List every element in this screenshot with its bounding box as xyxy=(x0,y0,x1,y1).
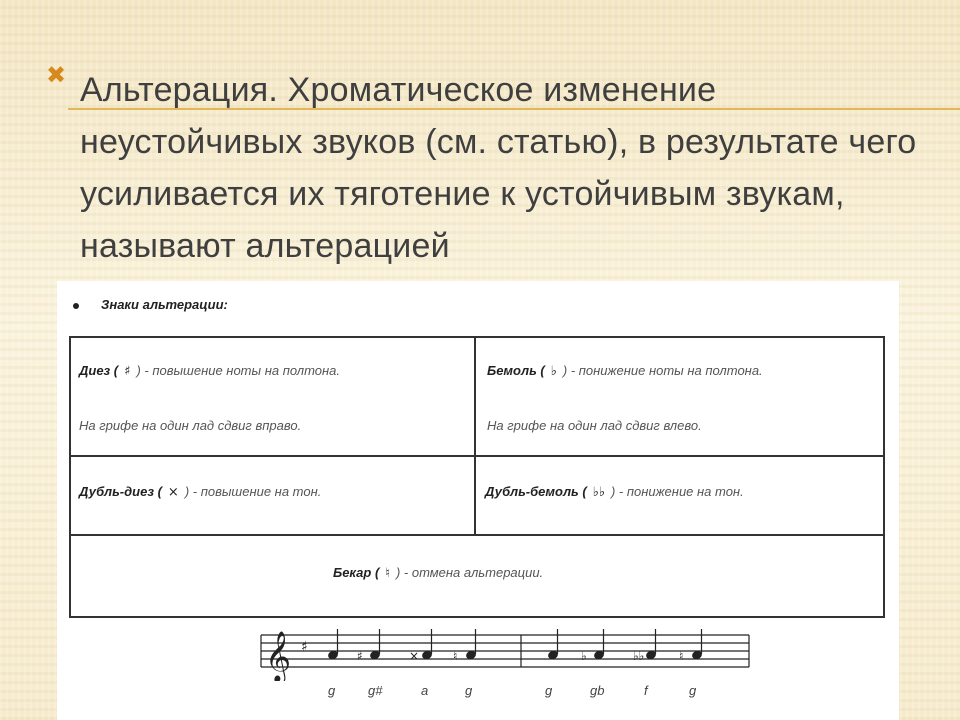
staff-notes xyxy=(327,629,703,663)
double-sharp-cell xyxy=(79,484,321,500)
sharp-icon: ♯ xyxy=(124,364,131,379)
figure-intro xyxy=(73,297,228,312)
treble-clef-icon: 𝄞 xyxy=(265,631,292,681)
sharp-note: На грифе на один лад сдвиг вправо. xyxy=(79,418,302,433)
music-staff xyxy=(257,621,757,681)
flat-cell xyxy=(487,363,763,379)
key-signature-icon: ♯ xyxy=(301,639,308,655)
note-label: g xyxy=(328,683,336,698)
column-divider xyxy=(474,338,476,536)
note-label: a xyxy=(421,683,429,698)
accidental-icon: ♮ xyxy=(453,649,458,663)
alteration-figure xyxy=(57,281,899,720)
flat-desc: ) - понижение ноты на полтона. xyxy=(562,363,763,378)
alteration-table xyxy=(69,336,885,618)
sharp-name: Диез ( xyxy=(79,363,119,378)
natural-desc: ) - отмена альтерации. xyxy=(395,565,544,580)
flat-note: На грифе на один лад сдвиг влево. xyxy=(487,418,702,433)
double-sharp-desc: ) - повышение на тон. xyxy=(184,484,322,499)
note-label: g xyxy=(545,683,553,698)
note-labels xyxy=(57,683,899,703)
natural-name: Бекар ( xyxy=(333,565,380,580)
note-label: g xyxy=(689,683,697,698)
flat-name: Бемоль ( xyxy=(487,363,545,378)
slide-heading: Альтерация. Хроматическое изменение неустойчивых звуков (см. статью), в результате чего усиливается их тяготение к устойчивым звукам, называют альтерацией xyxy=(80,71,917,265)
natural-cell xyxy=(333,565,543,581)
double-sharp-name: Дубль-диез ( xyxy=(79,484,162,499)
figure-intro-text: Знаки альтерации: xyxy=(101,297,228,312)
double-flat-desc: ) - понижение на тон. xyxy=(610,484,744,499)
note-label: g xyxy=(465,683,473,698)
bullet-dot xyxy=(73,303,79,309)
x-bullet-icon: ✖ xyxy=(46,61,67,89)
accidental-icon: ♮ xyxy=(679,649,684,663)
double-flat-cell xyxy=(485,484,744,500)
accidental-icon: ♯ xyxy=(357,649,363,663)
double-flat-icon: ♭♭ xyxy=(592,485,605,500)
double-sharp-icon: × xyxy=(167,485,179,500)
sharp-cell xyxy=(79,363,340,379)
row-divider xyxy=(71,534,883,536)
note-label: gb xyxy=(590,683,605,698)
accidental-icon: ♭♭ xyxy=(633,649,645,663)
accidental-icon: × xyxy=(409,649,420,663)
sharp-desc: ) - повышение ноты на полтона. xyxy=(136,363,341,378)
double-flat-name: Дубль-бемоль ( xyxy=(485,484,587,499)
note-label: f xyxy=(644,683,648,698)
accidental-icon: ♭ xyxy=(581,649,587,663)
note-label: g# xyxy=(368,683,383,698)
flat-icon: ♭ xyxy=(550,364,557,379)
row-divider xyxy=(71,455,883,457)
natural-icon: ♮ xyxy=(385,566,390,581)
